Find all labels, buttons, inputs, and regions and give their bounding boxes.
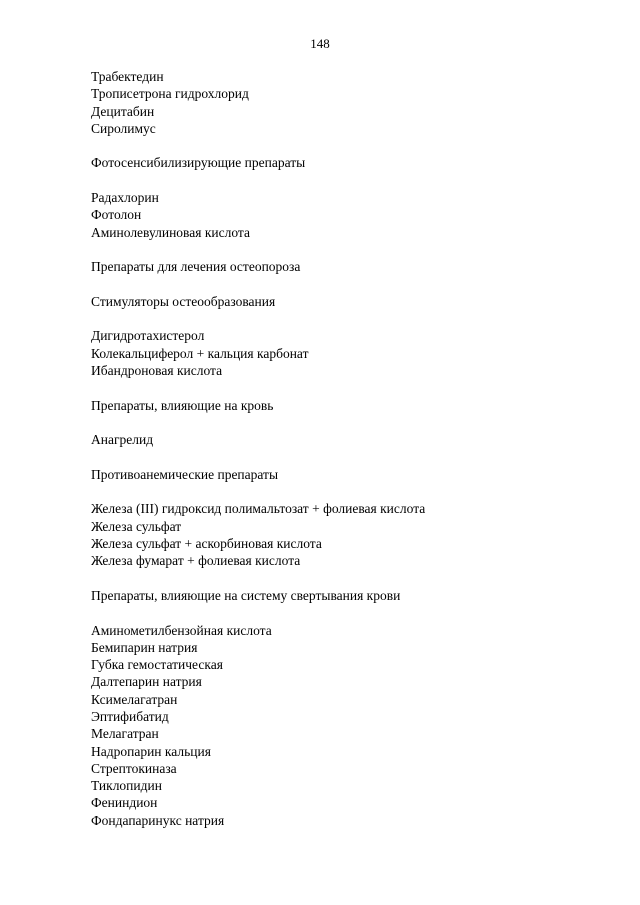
text-block — [91, 431, 611, 448]
list-item: Железа сульфат — [91, 518, 182, 534]
blank-line — [91, 379, 611, 396]
text-block — [91, 189, 611, 241]
list-item: Железа (III) гидроксид полимальтозат + фолиевая кислота — [91, 501, 426, 517]
blank-line — [91, 570, 611, 587]
text-block — [91, 258, 611, 275]
blank-line — [91, 604, 611, 621]
section-heading: Анагрелид — [91, 432, 154, 448]
list-item: Трабектедин — [91, 69, 164, 84]
blank-line — [91, 414, 611, 431]
list-item: Колекальциферол + кальция карбонат — [91, 345, 309, 361]
list-item: Тиклопидин — [91, 778, 162, 794]
text-block — [91, 154, 611, 171]
list-item: Надропарин кальция — [91, 743, 211, 759]
list-item: Фотолон — [91, 207, 142, 223]
section-heading: Препараты, влияющие на систему свертывания крови — [91, 587, 401, 603]
list-item: Далтепарин натрия — [91, 674, 202, 690]
section-heading: Препараты, влияющие на кровь — [91, 397, 274, 413]
section-heading: Препараты для лечения остеопороза — [91, 259, 301, 275]
blank-line — [91, 241, 611, 258]
list-item: Железа фумарат + фолиевая кислота — [91, 553, 301, 569]
list-item: Радахлорин — [91, 190, 159, 206]
text-block — [91, 68, 611, 137]
blank-line — [91, 172, 611, 189]
list-item: Децитабин — [91, 103, 155, 119]
text-block — [91, 500, 611, 569]
blank-line — [91, 310, 611, 327]
text-block — [91, 622, 611, 830]
list-item: Эптифибатид — [91, 708, 169, 724]
list-item: Бемипарин натрия — [91, 639, 198, 655]
list-item: Стрептокиназа — [91, 760, 177, 776]
list-item: Ксимелагатран — [91, 691, 178, 707]
text-block — [91, 587, 611, 604]
document-body — [91, 68, 611, 829]
list-item: Аминометилбензойная кислота — [91, 622, 272, 638]
blank-line — [91, 449, 611, 466]
section-heading: Противоанемические препараты — [91, 466, 279, 482]
text-block — [91, 397, 611, 414]
list-item: Ибандроновая кислота — [91, 363, 223, 379]
text-block — [91, 293, 611, 310]
blank-line — [91, 137, 611, 154]
page-number: 148 — [310, 36, 330, 51]
list-item: Железа сульфат + аскорбиновая кислота — [91, 536, 322, 552]
list-item: Фениндион — [91, 795, 158, 811]
text-block — [91, 466, 611, 483]
text-block — [91, 327, 611, 379]
list-item: Губка гемостатическая — [91, 657, 223, 673]
list-item: Сиролимус — [91, 120, 156, 136]
list-item: Фондапаринукс натрия — [91, 812, 225, 828]
section-heading: Фотосенсибилизирующие препараты — [91, 155, 306, 171]
blank-line — [91, 483, 611, 500]
list-item: Трописетрона гидрохлорид — [91, 86, 249, 102]
list-item: Аминолевулиновая кислота — [91, 224, 250, 240]
blank-line — [91, 276, 611, 293]
list-item: Дигидротахистерол — [91, 328, 205, 344]
section-heading: Стимуляторы остеообразования — [91, 293, 276, 309]
list-item: Мелагатран — [91, 726, 159, 742]
